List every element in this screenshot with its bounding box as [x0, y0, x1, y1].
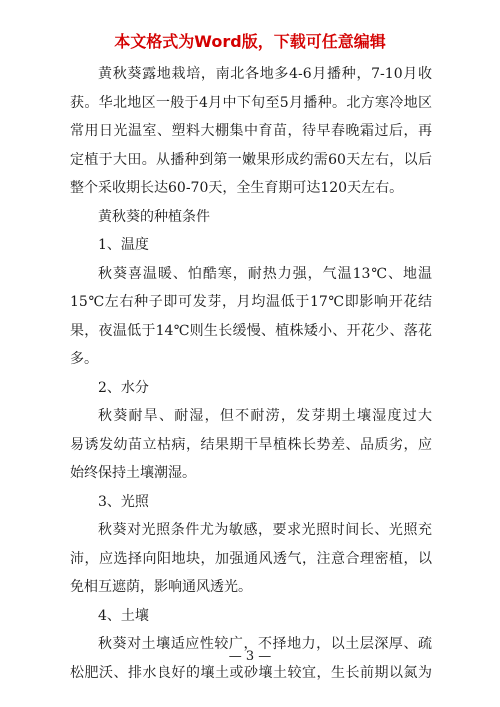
text-line: 沛，应选择向阳地块，加强通风透气，注意合理密植，以 — [70, 550, 432, 567]
format-banner: 本文格式为Word版，下载可任意编辑 — [114, 32, 386, 51]
text-line: 易诱发幼苗立枯病，结果期干旱植株长势差、品质劣，应 — [70, 436, 432, 453]
text-line: 秋葵耐旱、耐湿，但不耐涝，发芽期土壤湿度过大 — [98, 408, 432, 424]
text-line: 2、水分 — [98, 379, 149, 396]
text-line: 定植于大田。从播种到第一嫩果形成约需60天左右，以后 — [70, 151, 432, 168]
text-line: 始终保持土壤潮湿。 — [70, 465, 196, 481]
text-line: 秋葵对土壤适应性较广，不择地力，以土层深厚、疏 — [98, 636, 432, 652]
text-line: 15℃左右种子即可发芽，月均温低于17℃即影响开花结 — [70, 294, 432, 310]
page-number: — 3 — — [228, 649, 272, 664]
text-line: 果，夜温低于14℃则生长缓慢、植株矮小、开花少、落花 — [70, 322, 432, 339]
text-line: 3、光照 — [98, 493, 149, 510]
text-line: 秋葵对光照条件尤为敏感，要求光照时间长、光照充 — [98, 522, 432, 538]
text-line: 黄秋葵的种植条件 — [98, 208, 210, 225]
text-line: 4、土壤 — [98, 607, 149, 624]
text-line: 免相互遮荫，影响通风透光。 — [70, 579, 252, 595]
text-line: 松肥沃、排水良好的壤土或砂壤土较宜，生长前期以氮为 — [70, 664, 432, 681]
text-line: 多。 — [70, 351, 98, 367]
text-line: 获。华北地区一般于4月中下旬至5月播种。北方寒冷地区 — [70, 94, 432, 111]
text-line: 1、温度 — [98, 237, 149, 253]
text-line: 秋葵喜温暖、怕酷寒，耐热力强，气温13℃、地温 — [98, 265, 432, 282]
text-line: 常用日光温室、塑料大棚集中育苗，待早春晚霜过后，再 — [70, 123, 432, 139]
text-line: 黄秋葵露地栽培，南北各地多4-6月播种，7-10月收 — [98, 66, 432, 82]
document-body — [70, 60, 432, 687]
text-line: 整个采收期长达60-70天，全生育期可达120天左右。 — [70, 180, 404, 196]
